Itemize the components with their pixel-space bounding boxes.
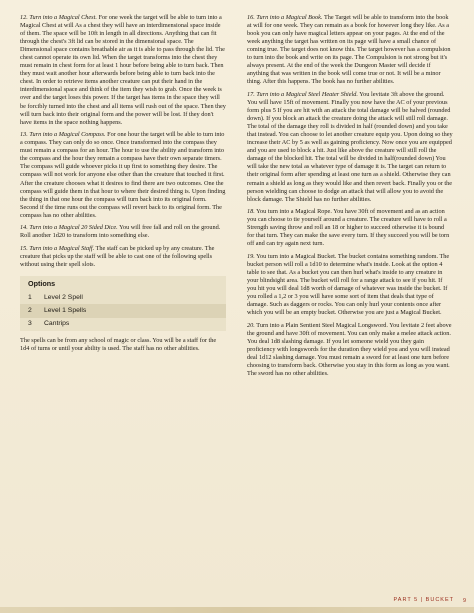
page-footer-label: PART 5 | BUCKET — [393, 597, 454, 603]
entry-17 — [247, 91, 453, 204]
options-table-title: Options — [28, 279, 56, 289]
entry-13 — [20, 131, 226, 220]
entry-20-lead: 20. — [247, 322, 255, 330]
entry-14 — [20, 224, 226, 240]
page-number: 9 — [462, 598, 466, 604]
options-row-number: 2 — [28, 307, 32, 315]
entry-16-lead: 16. Turn into a Magical Book. — [247, 14, 323, 21]
entry-15 — [20, 245, 226, 269]
entry-20-body: Turn into a Plain Sentient Steel Magical Longsword. You levitate 2 feet above the ground and have 30ft of movement. You can only make a melee attack action. You deal 1d8 slashing damage. If you let someone wield you they gain proficiency with longswords for the duration they wield you and you will instead deal 1d12 slashing damage. You must remain a sword for at least one turn before choosing to transform back. Otherwise you stay in this form as long as you want. The sword has no other abilities. — [247, 322, 452, 378]
entry-14-lead: 14. Turn into a Magical 20 Sided Dice. — [20, 224, 118, 232]
entry-20 — [247, 322, 453, 378]
right-column — [247, 14, 453, 383]
options-row-label: Level 2 Spell — [44, 293, 83, 301]
footer-decoration — [0, 607, 474, 613]
entry-18-body: You turn into a Magical Rope. You have 30ft of movement and as an action you can choose to tie yourself around a creature. The creature will have to roll a Strength saving throw and roll an 18 or higher to succeed otherwise it is bound for that turn. They can make the save every turn. If they succeed you will be torn off and can try again next turn. — [247, 208, 450, 248]
entry-15-lead: 15. Turn into a Magical Staff. — [20, 245, 95, 253]
entry-17-body: You levitate 3ft above the ground. You will have 15ft of movement. Finally you now have the AC of your previous form plus 5 If you are hit with an attack the total damage will be halved (rounded down). If you block an attack the creature doing the attack will still roll damage. The total of the damage they roll is divided in half (rounded down) and you take that instead. You can choose to let another creature equip you. Upon doing so they increase their AC by 5 as well as gaining proficiency. Now once you are equipped and you are used to block a hit. Just like above the creature will still roll the damage of the blocked hit. The total will be divided in half(rounded down) You will take the new total as whatever type of damage it is. The target can return to their original form after spending at least one turn as a shield. Otherwise they can remain a shield as long as they would like and then revert back. Finally you or the person wielding can choose to dodge an attack that will allow you to avoid the block damage. The Shield has no further abilities. — [247, 91, 453, 203]
entry-19 — [247, 253, 453, 317]
entry-16-body: The Target will be able to transform into the book at will for one week. They can remain as a book for however long they like. As a book you can only have magical letters appear on your pages. At the end of the week anything the target has written on its page will have a small chance of coming true. The target does not know this. The target however has a compulsion to turn into the book and write on its page. The Compulsion is not strong but it's always present. At the end of the week the Dungeon Master will decide if anything that was written in the book will come true or not. It will be a minor thing. After this happens. The book has no further abilities. — [247, 14, 451, 86]
options-row — [20, 318, 226, 331]
entry-13-body: For one hour the target will be able to turn into a compass. They can only do so once. Once transformed into the compass they must remain a compass for an hour. The hour to use the ability and transform into the compass and the hour they remain a compass have their own separate timers. The compass will guide whoever picks it up first to something they desire. The compass will not work for anyone else other than the creature that touched it first. After the creature chooses what it desires to find there are two outcomes. One the compass will guide them in that hour to where their desired thing is. Upon finding the thing in that one hour the compass will turn back into its original form. Second if the time runs out the compass will revert back to its original form. The compass has no other abilities. — [20, 131, 226, 219]
options-row-number: 1 — [28, 293, 32, 301]
entry-12-body: For one week the target will be able to turn into a Magical Chest at will As a chest they will have an interdimensional space inside of them. The space will be 10ft in length in all directions. Anything that can fit through the chest's 3ft lid can be stored in the dimensional space. The Dimensional space contains breathable air as it is able to pass through the lid. The chest cannot operate its own lid. When the target transforms into the chest they must remain in chest form for at least 1 hour before being able to turn back. Then they must wait another hour afterwards before being able to turn back into the chest. In order to retrieve items another creature can put their hand in the interdimensional space and think of the item they wish to grab. Once the week is over and the target loses this power. If the target has items in the space they will be forcibly turned into the chest and all items will rush out of the space. Then they will turn back into their original form and the power will be lost. If they don't have items in the space nothing happens. — [20, 14, 226, 126]
entry-13-lead: 13. Turn into a Magical Compass. — [20, 131, 106, 139]
entry-12 — [20, 14, 226, 127]
options-table — [20, 276, 226, 331]
entry-18 — [247, 208, 453, 248]
entry-12-lead: 12. Turn into a Magical Chest. — [20, 14, 97, 21]
entry-15-body: The staff can be picked up by any creature. The creature that picks up the staff will be able to cast one of the following spells without using their spell slots. — [20, 245, 215, 269]
entry-16 — [247, 14, 453, 86]
entry-18-lead: 18. — [247, 208, 255, 216]
options-row — [20, 291, 226, 304]
entry-19-body: You turn into a Magical Bucket. The bucket contains something random. The bucket person will roll a 1d10 to determine what's inside. Look at the option 4 table to see that. As a bucket you can then hurl what's inside to any creature in your blindsight area. The bucket will roll for a range attack to see if you hit. If you hit you will deal 1d8 worth of damage of whatever was inside the bucket. If you rolled a 1,2 or 3 you will have some sort of item that deals that type of damage. Such as daggers or rocks. You can only hurl your contents once after which you will be an empty bucket. Otherwise you are just a Magical Bucket. — [247, 253, 450, 317]
options-row — [20, 304, 226, 317]
entry-14-body: You will free fall and roll on the ground. Roll another 1d20 to transform into something else. — [20, 224, 221, 240]
options-row-label: Cantrips — [44, 320, 70, 328]
entry-17-lead: 17. Turn into a Magical Steel Heater Shield. — [247, 91, 358, 99]
entry-15-followup: The spells can be from any school of magic or class. You will be a staff for the 1d4 of turns or until your ability is used. The staff has no other abilities. — [20, 336, 217, 352]
options-row-number: 3 — [28, 320, 32, 328]
entry-19-lead: 19. — [247, 253, 255, 261]
options-row-label: Level 1 Spells — [44, 307, 87, 315]
options-table-body — [20, 291, 226, 331]
left-column — [20, 14, 226, 358]
